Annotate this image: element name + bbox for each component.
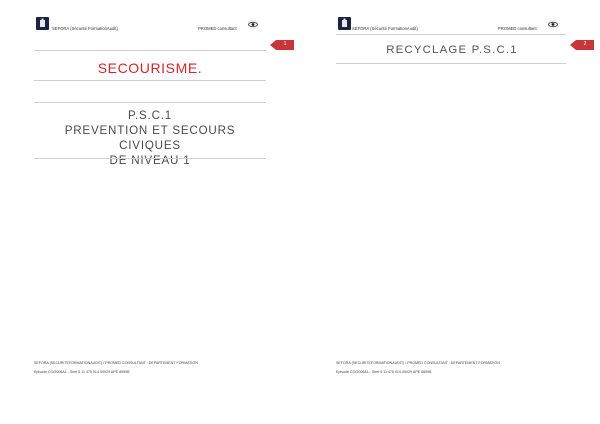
rule-top [34, 50, 266, 51]
subtitle-line-2: PREVENTION ET SECOURS CIVIQUES [64, 124, 236, 152]
eye-icon [546, 17, 560, 28]
page-title: RECYCLAGE P.S.C.1 [386, 44, 518, 56]
tab-number: 2 [583, 41, 587, 47]
rule-under-subtitle [34, 158, 266, 159]
footer-line-1: SEFORA (SECURITEFORMATIONAUDIT) / PROMED CONSULTANT : DEPARTEMENT FORMATION [34, 361, 198, 365]
header-company-name: SEFORA (Sécurité FormationAudit) [352, 26, 418, 31]
tab-number: 1 [283, 41, 287, 47]
footer-line-1: SEFORA (SECURITEFORMATIONAUDIT) / PROMED CONSULTANT : DEPARTEMENT FORMATION [336, 361, 500, 365]
header-company-name: SEFORA (Sécurité FormationAudit) [52, 26, 118, 31]
subtitle-line-3: DE NIVEAU 1 [109, 154, 191, 167]
sefora-logo-icon [338, 17, 351, 30]
arrow-tab-icon[interactable] [570, 40, 594, 50]
document-page-2 [300, 0, 600, 424]
rule-under-title [34, 80, 266, 81]
sefora-logo-icon [36, 17, 49, 30]
rule-above-subtitle [34, 102, 266, 103]
eye-icon [246, 17, 260, 28]
rule-top [336, 34, 566, 35]
rule-under-title [336, 63, 566, 64]
footer-line-2: Episode CO/2006AL - Siret 5 11 475 014-00029 APE 8559B [34, 370, 130, 374]
subtitle-line-1: P.S.C.1 [127, 109, 173, 122]
header-consultant-name: PROMED consultant [498, 26, 537, 31]
footer-line-2: Episode CO/2006AL - Siret 5 11 475 014-00029 APE 8559B [336, 370, 432, 374]
course-subtitle [34, 108, 266, 168]
arrow-tab-icon[interactable] [270, 40, 294, 50]
header-consultant-name: PROMED consultant [198, 26, 237, 31]
page-title: SECOURISME. [97, 60, 203, 76]
